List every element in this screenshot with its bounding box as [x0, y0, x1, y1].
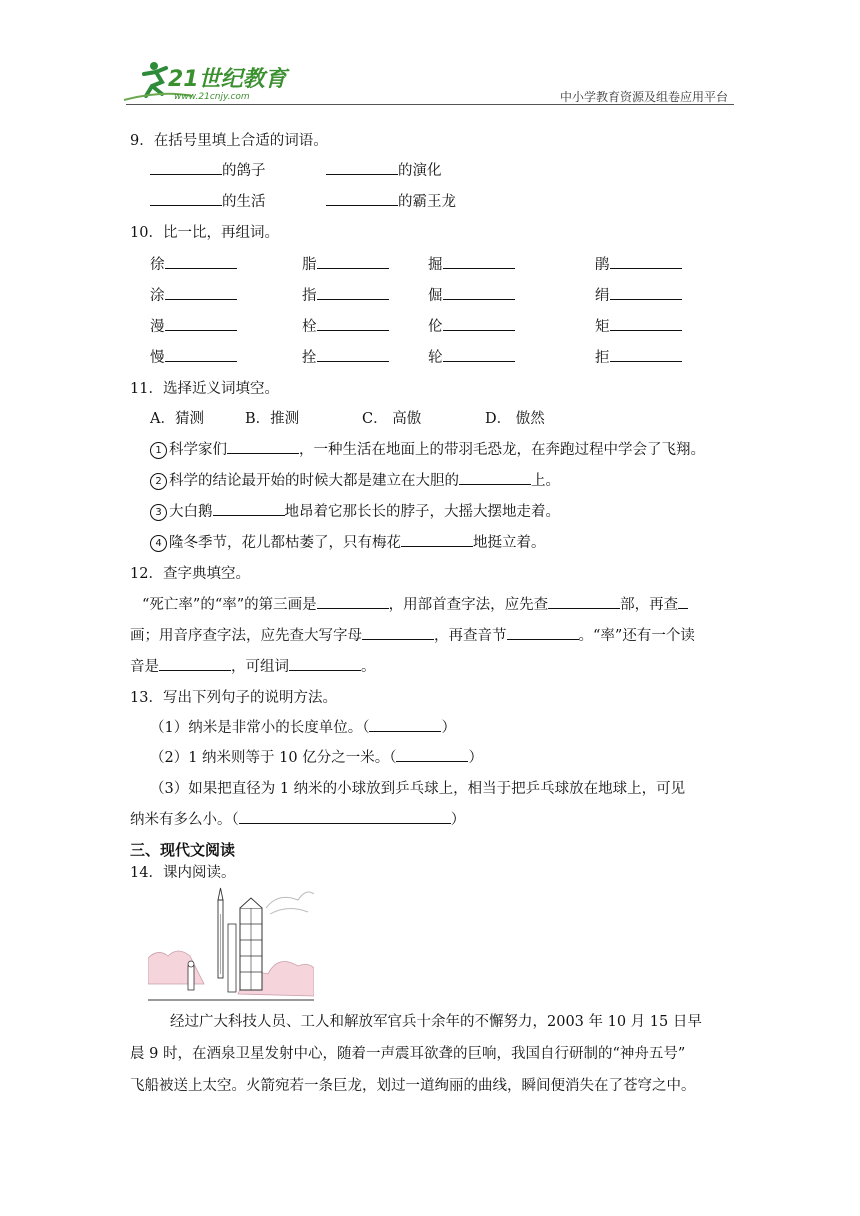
q10-word: 鹃 — [595, 253, 682, 274]
q11-option-a: A．猜测 — [150, 411, 204, 427]
q11-title: 11．选择近义词填空。 — [130, 381, 279, 397]
q10-word: 涂 — [150, 284, 237, 305]
q13-title: 13．写出下列句子的说明方法。 — [130, 690, 337, 706]
answer-blank[interactable] — [317, 347, 389, 362]
answer-blank[interactable] — [326, 191, 398, 206]
q10-word: 慢 — [150, 346, 237, 367]
answer-blank[interactable] — [213, 501, 285, 516]
section-title: 三、现代文阅读 — [130, 841, 236, 859]
answer-blank[interactable] — [548, 594, 620, 609]
answer-blank[interactable] — [317, 594, 389, 609]
answer-blank[interactable] — [317, 316, 389, 331]
answer-blank[interactable] — [610, 285, 682, 300]
q10-word: 脂 — [302, 253, 389, 274]
answer-blank[interactable] — [239, 809, 451, 824]
answer-blank[interactable] — [150, 191, 222, 206]
passage-line-2: 晨 9 时，在酒泉卫星发射中心，随着一声震耳欲聋的巨响，我国自行研制的“神舟五号” — [130, 1046, 686, 1062]
q9-title: 9．在括号里填上合适的词语。 — [130, 133, 328, 149]
answer-blank[interactable] — [610, 254, 682, 269]
answer-blank[interactable] — [396, 747, 468, 762]
answer-blank[interactable] — [678, 594, 688, 609]
answer-blank[interactable] — [369, 717, 441, 732]
q11-sentence-4: 4 隆冬季节，花儿都枯萎了，只有梅花 地挺立着。 — [150, 531, 546, 552]
answer-blank[interactable] — [165, 316, 237, 331]
21cnjy-logo — [122, 60, 292, 104]
q11-sentence-1: 1 科学家们 ，一种生活在地面上的带羽毛恐龙，在奔跑过程中学会了飞翔。 — [150, 438, 705, 459]
q11-sentence-3: 3 大白鹅 地昂着它那长长的脖子，大摇大摆地走着。 — [150, 500, 560, 521]
answer-blank[interactable] — [165, 285, 237, 300]
q10-word: 拴 — [302, 346, 389, 367]
answer-blank[interactable] — [610, 316, 682, 331]
rocket-launch-illustration — [148, 884, 314, 1004]
q10-word: 漫 — [150, 315, 237, 336]
q12-line-2: 画；用音序查字法，应先查大写字母 ，再查音节 。“率”还有一个读 — [130, 624, 695, 645]
q10-word: 矩 — [595, 315, 682, 336]
answer-blank[interactable] — [443, 285, 515, 300]
platform-label: 中小学教育资源及组卷应用平台 — [559, 90, 728, 104]
q9-item-1: 的鸽子 — [150, 159, 266, 180]
logo-url: www.21cnjy.com — [174, 92, 250, 102]
answer-blank[interactable] — [159, 656, 231, 671]
q14-title: 14．课内阅读。 — [130, 865, 236, 881]
answer-blank[interactable] — [610, 347, 682, 362]
answer-blank[interactable] — [507, 625, 579, 640]
answer-blank[interactable] — [289, 656, 361, 671]
answer-blank[interactable] — [459, 470, 531, 485]
q13-item-1: （1）纳米是非常小的长度单位。（ ） — [150, 716, 456, 737]
q10-word: 指 — [302, 284, 389, 305]
answer-blank[interactable] — [165, 347, 237, 362]
answer-blank[interactable] — [317, 254, 389, 269]
answer-blank[interactable] — [165, 254, 237, 269]
q10-word: 绢 — [595, 284, 682, 305]
q11-sentence-2: 2 科学的结论最开始的时候大都是建立在大胆的 上。 — [150, 469, 560, 490]
header-divider — [126, 104, 734, 105]
q10-title: 10．比一比，再组词。 — [130, 225, 279, 241]
q13-item-3-cont: 纳米有多么小。（ ） — [130, 808, 465, 829]
q9-item-2: 的演化 — [326, 159, 442, 180]
answer-blank[interactable] — [227, 439, 299, 454]
q13-item-2: （2）1 纳米则等于 10 亿分之一米。（ ） — [150, 746, 483, 767]
answer-blank[interactable] — [150, 160, 222, 175]
passage-line-1: 经过广大科技人员、工人和解放军官兵十余年的不懈努力，2003 年 10 月 15 日早 — [170, 1014, 702, 1030]
q10-word: 拒 — [595, 346, 682, 367]
q12-line-1: “死亡率”的“率”的第三画是 ，用部首查字法，应先查 部，再查 — [142, 593, 688, 614]
q13-item-3: （3）如果把直径为 1 纳米的小球放到乒乓球上，相当于把乒乓球放在地球上，可见 — [150, 781, 686, 797]
answer-blank[interactable] — [317, 285, 389, 300]
q11-option-b: B．推测 — [245, 411, 300, 427]
answer-blank[interactable] — [326, 160, 398, 175]
answer-blank[interactable] — [443, 316, 515, 331]
q10-word: 栓 — [302, 315, 389, 336]
answer-blank[interactable] — [443, 254, 515, 269]
q10-word: 倔 — [428, 284, 515, 305]
q9-item-3: 的生活 — [150, 190, 266, 211]
passage-line-3: 飞船被送上太空。火箭宛若一条巨龙，划过一道绚丽的曲线，瞬间便消失在了苍穹之中。 — [130, 1078, 696, 1094]
q12-title: 12．查字典填空。 — [130, 566, 250, 582]
q10-word: 轮 — [428, 346, 515, 367]
logo-text: 21世纪教育 — [168, 67, 287, 92]
q10-word: 徐 — [150, 253, 237, 274]
q11-option-c: C． 高傲 — [362, 411, 422, 427]
q10-word: 掘 — [428, 253, 515, 274]
answer-blank[interactable] — [362, 625, 434, 640]
q9-item-4: 的霸王龙 — [326, 190, 456, 211]
answer-blank[interactable] — [443, 347, 515, 362]
answer-blank[interactable] — [401, 532, 473, 547]
page-header — [122, 60, 734, 106]
q11-option-d: D． 傲然 — [485, 411, 545, 427]
q12-line-3: 音是 ，可组词 。 — [130, 655, 376, 676]
q10-word: 伦 — [428, 315, 515, 336]
